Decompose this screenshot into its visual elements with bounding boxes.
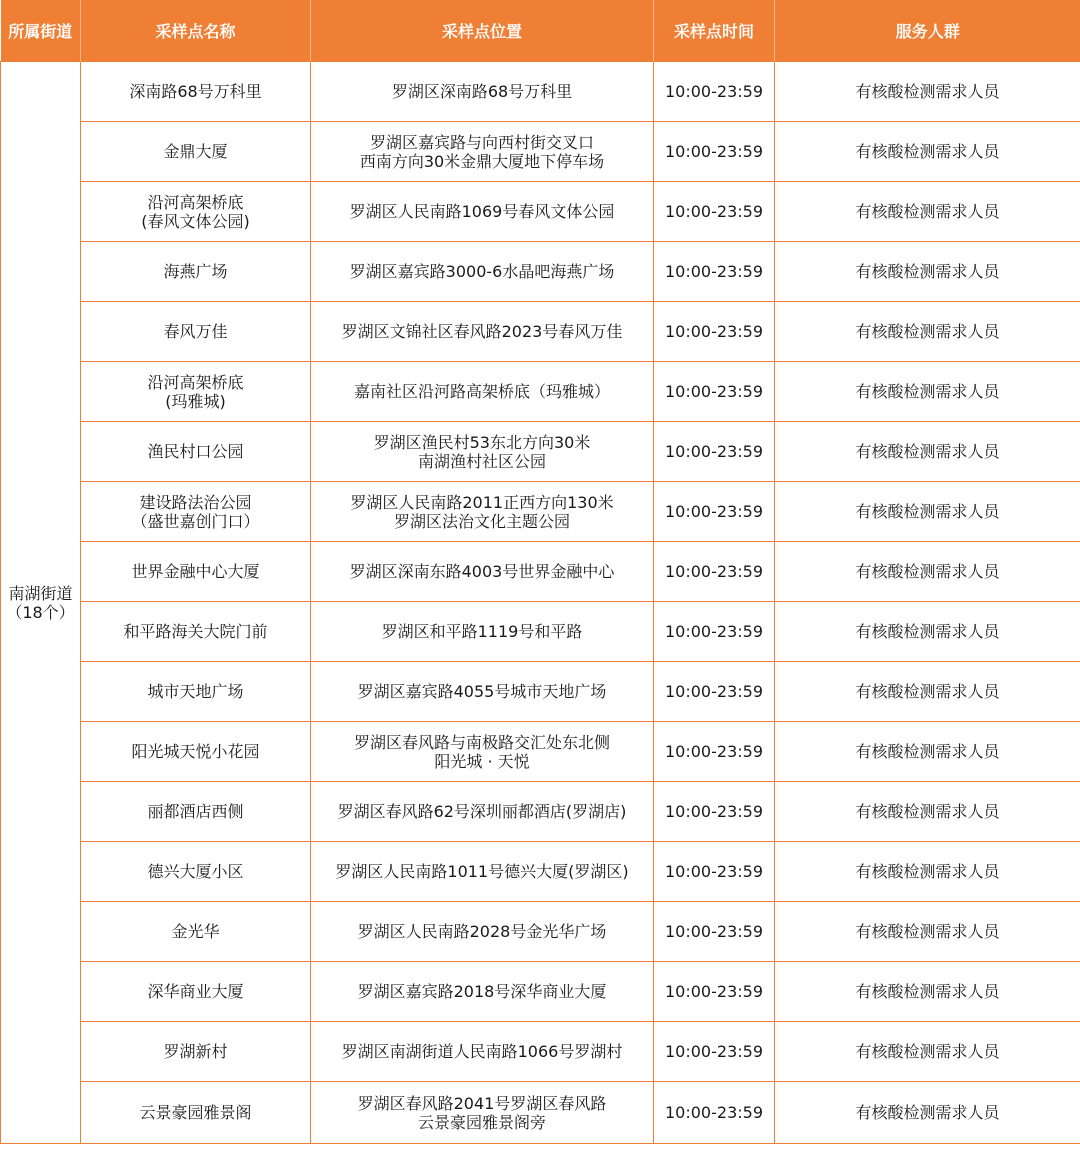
- site-name-line: （盛世嘉创门口）: [131, 511, 260, 531]
- site-name-line: (玛雅城): [165, 391, 226, 411]
- site-location-line: 罗湖区法治文化主题公园: [393, 511, 570, 531]
- site-name-cell: [81, 842, 311, 902]
- site-time-cell: 10:00-23:59: [654, 482, 775, 542]
- site-time-cell: 10:00-23:59: [654, 362, 775, 422]
- service-group-cell: 有核酸检测需求人员: [775, 242, 1080, 302]
- site-location-line: 罗湖区和平路1119号和平路: [381, 622, 583, 641]
- service-group-cell: 有核酸检测需求人员: [775, 662, 1080, 722]
- header-row: [1, 0, 1080, 62]
- site-time-cell: 10:00-23:59: [654, 602, 775, 662]
- site-time-cell: 10:00-23:59: [654, 62, 775, 122]
- site-location-cell: [311, 902, 654, 962]
- site-location-line: 罗湖区深南路68号万科里: [391, 82, 573, 101]
- site-name-line: 渔民村口公园: [147, 442, 244, 461]
- site-time-cell: 10:00-23:59: [654, 662, 775, 722]
- site-location-line: 罗湖区嘉宾路3000-6水晶吧海燕广场: [349, 262, 615, 281]
- site-location-line: 罗湖区春风路与南极路交汇处东北侧: [353, 732, 610, 752]
- site-location-cell: [311, 362, 654, 422]
- site-name-line: 和平路海关大院门前: [123, 622, 268, 641]
- table-row: [1, 782, 1080, 842]
- site-location-cell: [311, 62, 654, 122]
- table-row: [1, 1022, 1080, 1082]
- site-time-cell: 10:00-23:59: [654, 422, 775, 482]
- site-time-cell: 10:00-23:59: [654, 182, 775, 242]
- service-group-cell: 有核酸检测需求人员: [775, 1022, 1080, 1082]
- site-location-cell: [311, 422, 654, 482]
- site-location-cell: [311, 302, 654, 362]
- site-name-cell: [81, 722, 311, 782]
- service-group-cell: 有核酸检测需求人员: [775, 602, 1080, 662]
- table-row: [1, 362, 1080, 422]
- header-site-location: 采样点位置: [311, 0, 654, 62]
- site-name-line: 罗湖新村: [163, 1042, 228, 1061]
- site-location-cell: [311, 182, 654, 242]
- site-name-line: 深华商业大厦: [147, 982, 244, 1001]
- site-name-line: 云景豪园雅景阁: [139, 1103, 252, 1122]
- site-location-line: 罗湖区南湖街道人民南路1066号罗湖村: [341, 1042, 623, 1061]
- service-group-cell: 有核酸检测需求人员: [775, 1082, 1080, 1144]
- site-location-cell: [311, 782, 654, 842]
- site-name-cell: [81, 482, 311, 542]
- site-location-cell: [311, 722, 654, 782]
- site-location-line: 罗湖区人民南路1011号德兴大厦(罗湖区): [335, 862, 629, 881]
- site-location-line: 阳光城 · 天悦: [434, 751, 530, 771]
- service-group-cell: 有核酸检测需求人员: [775, 422, 1080, 482]
- site-time-cell: 10:00-23:59: [654, 1022, 775, 1082]
- site-name-line: 海燕广场: [163, 262, 228, 281]
- table-row: [1, 422, 1080, 482]
- site-location-cell: [311, 602, 654, 662]
- site-time-cell: 10:00-23:59: [654, 782, 775, 842]
- service-group-cell: 有核酸检测需求人员: [775, 842, 1080, 902]
- site-name-cell: [81, 662, 311, 722]
- site-location-line: 罗湖区春风路62号深圳丽都酒店(罗湖店): [337, 802, 627, 821]
- site-name-cell: [81, 182, 311, 242]
- header-service-group: 服务人群: [775, 0, 1080, 62]
- site-name-line: 德兴大厦小区: [147, 862, 244, 881]
- site-name-line: 建设路法治公园: [139, 492, 252, 512]
- table-row: [1, 122, 1080, 182]
- site-name-cell: [81, 962, 311, 1022]
- table-row: [1, 242, 1080, 302]
- service-group-cell: 有核酸检测需求人员: [775, 362, 1080, 422]
- site-time-cell: 10:00-23:59: [654, 902, 775, 962]
- service-group-cell: 有核酸检测需求人员: [775, 902, 1080, 962]
- table-row: [1, 182, 1080, 242]
- site-location-cell: [311, 242, 654, 302]
- site-location-cell: [311, 542, 654, 602]
- service-group-cell: 有核酸检测需求人员: [775, 182, 1080, 242]
- site-time-cell: 10:00-23:59: [654, 1082, 775, 1144]
- table-row: [1, 842, 1080, 902]
- site-location-line: 罗湖区深南东路4003号世界金融中心: [349, 562, 615, 581]
- site-location-line: 罗湖区人民南路2011正西方向130米: [350, 492, 614, 512]
- site-location-cell: [311, 662, 654, 722]
- header-site-time: 采样点时间: [654, 0, 775, 62]
- site-location-cell: [311, 482, 654, 542]
- site-time-cell: 10:00-23:59: [654, 542, 775, 602]
- service-group-cell: 有核酸检测需求人员: [775, 962, 1080, 1022]
- site-time-cell: 10:00-23:59: [654, 842, 775, 902]
- site-name-cell: [81, 602, 311, 662]
- table-row: [1, 62, 1080, 122]
- table-row: [1, 722, 1080, 782]
- site-location-line: 罗湖区春风路2041号罗湖区春风路: [357, 1093, 607, 1113]
- site-location-line: 罗湖区嘉宾路与向西村街交叉口: [369, 132, 594, 152]
- site-location-line: 西南方向30米金鼎大厦地下停车场: [359, 151, 605, 171]
- site-name-line: 春风万佳: [163, 322, 228, 341]
- site-location-line: 罗湖区渔民村53东北方向30米: [373, 432, 591, 452]
- service-group-cell: 有核酸检测需求人员: [775, 122, 1080, 182]
- site-location-line: 罗湖区人民南路2028号金光华广场: [357, 922, 607, 941]
- site-name-cell: [81, 302, 311, 362]
- site-location-cell: [311, 1082, 654, 1144]
- site-location-line: 云景豪园雅景阁旁: [417, 1112, 546, 1132]
- site-name-line: 沿河高架桥底: [147, 192, 244, 212]
- site-location-cell: [311, 842, 654, 902]
- site-name-line: 金光华: [171, 922, 220, 941]
- site-time-cell: 10:00-23:59: [654, 242, 775, 302]
- site-name-line: 沿河高架桥底: [147, 372, 244, 392]
- street-line2: （18个）: [6, 602, 75, 622]
- table-row: [1, 482, 1080, 542]
- site-location-line: 罗湖区嘉宾路2018号深华商业大厦: [357, 982, 607, 1001]
- service-group-cell: 有核酸检测需求人员: [775, 782, 1080, 842]
- service-group-cell: 有核酸检测需求人员: [775, 62, 1080, 122]
- table-body: [1, 62, 1080, 1144]
- table-row: [1, 962, 1080, 1022]
- site-location-line: 罗湖区嘉宾路4055号城市天地广场: [357, 682, 607, 701]
- site-location-cell: [311, 962, 654, 1022]
- table-row: [1, 1082, 1080, 1144]
- site-location-line: 罗湖区人民南路1069号春风文体公园: [349, 202, 615, 221]
- service-group-cell: 有核酸检测需求人员: [775, 542, 1080, 602]
- table-row: [1, 542, 1080, 602]
- header-street: 所属街道: [1, 0, 81, 62]
- site-name-line: 丽都酒店西侧: [147, 802, 244, 821]
- header-site-name: 采样点名称: [81, 0, 311, 62]
- service-group-cell: 有核酸检测需求人员: [775, 722, 1080, 782]
- table-row: [1, 602, 1080, 662]
- site-time-cell: 10:00-23:59: [654, 962, 775, 1022]
- site-name-cell: [81, 122, 311, 182]
- site-name-cell: [81, 62, 311, 122]
- site-name-cell: [81, 902, 311, 962]
- site-location-line: 嘉南社区沿河路高架桥底（玛雅城）: [353, 382, 610, 401]
- street-cell: [1, 62, 81, 1144]
- site-name-line: 金鼎大厦: [163, 142, 228, 161]
- table-header: [1, 0, 1080, 62]
- site-name-line: 阳光城天悦小花园: [131, 742, 260, 761]
- site-name-cell: [81, 1082, 311, 1144]
- site-name-cell: [81, 362, 311, 422]
- site-name-cell: [81, 782, 311, 842]
- site-time-cell: 10:00-23:59: [654, 302, 775, 362]
- street-line1: 南湖街道: [8, 583, 73, 603]
- service-group-cell: 有核酸检测需求人员: [775, 302, 1080, 362]
- site-location-line: 罗湖区文锦社区春风路2023号春风万佳: [341, 322, 623, 341]
- site-location-cell: [311, 1022, 654, 1082]
- table-row: [1, 662, 1080, 722]
- site-name-line: 城市天地广场: [147, 682, 244, 701]
- site-name-cell: [81, 242, 311, 302]
- table-row: [1, 902, 1080, 962]
- service-group-cell: 有核酸检测需求人员: [775, 482, 1080, 542]
- site-location-cell: [311, 122, 654, 182]
- site-name-line: 深南路68号万科里: [129, 82, 262, 101]
- site-location-line: 南湖渔村社区公园: [417, 451, 546, 471]
- site-name-cell: [81, 1022, 311, 1082]
- site-time-cell: 10:00-23:59: [654, 122, 775, 182]
- site-name-line: 世界金融中心大厦: [131, 562, 260, 581]
- site-name-cell: [81, 542, 311, 602]
- site-time-cell: 10:00-23:59: [654, 722, 775, 782]
- site-name-cell: [81, 422, 311, 482]
- site-name-line: (春风文体公园): [141, 211, 250, 231]
- table-row: [1, 302, 1080, 362]
